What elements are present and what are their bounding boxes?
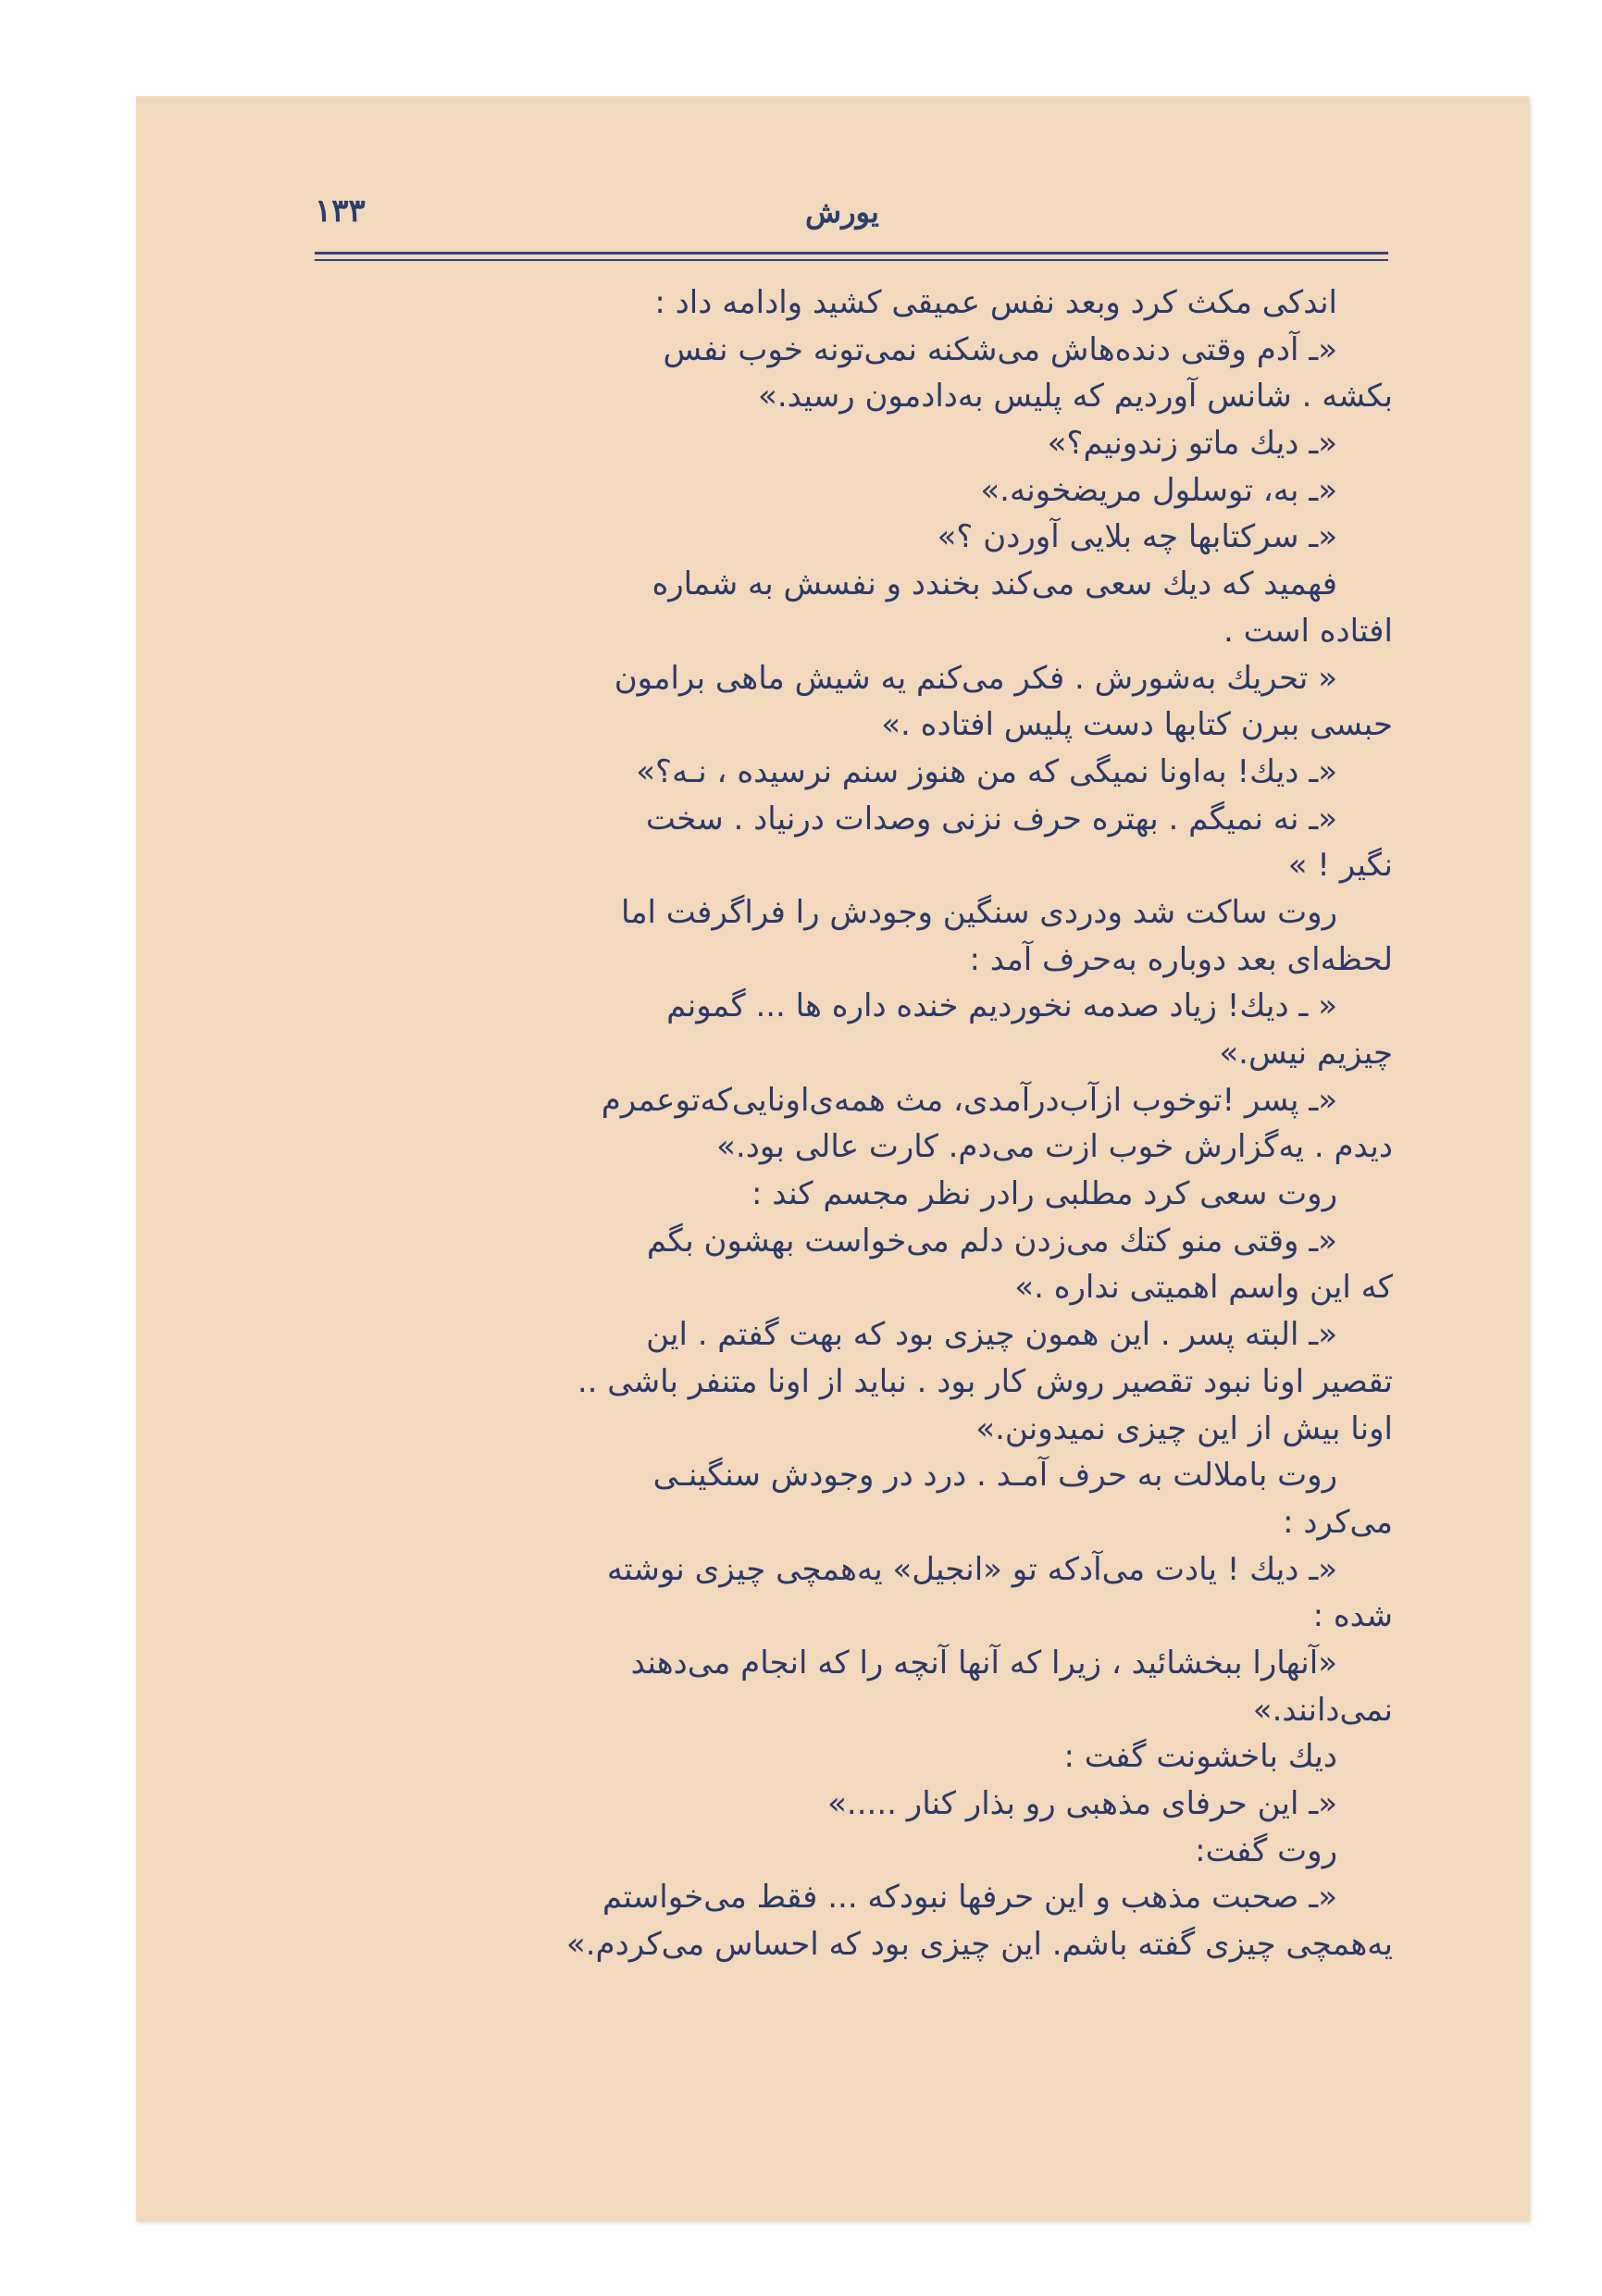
- text-line: اونا بیش از این چیزی نمیدونن.»: [975, 1409, 1393, 1447]
- text-line: «آنهارا ببخشائید ، زیرا که آنها آنچه را که انجام می‌دهند: [630, 1644, 1337, 1682]
- page-number: ۱۳۳: [315, 192, 366, 230]
- text-line: افتاده است .: [1223, 612, 1393, 650]
- text-line: «ـ سرکتابها چه بلایی آوردن ؟»: [937, 518, 1337, 556]
- header-rule-thin: [315, 259, 1388, 261]
- text-line: «ـ نه نمیگم . بهتره حرف نزنی وصدات درنیاد . سخت: [645, 800, 1337, 838]
- text-line: «ـ پسر !توخوب ازآب‌درآمدی، مث همه‌ی‌اونایی‌که‌توعمرم: [601, 1081, 1337, 1119]
- text-line: «ـ صحبت مذهب و این حرفها نبودکه ... فقط می‌خواستم: [602, 1879, 1337, 1917]
- text-line: روت باملالت به حرف آمـد . درد در وجودش سنگینـی: [652, 1457, 1337, 1495]
- text-line: فهمید که دیك سعی می‌کند بخندد و نفسش به شماره: [652, 565, 1337, 603]
- text-line: « ـ دیك! زیاد صدمه نخوردیم خنده داره ها ... گمونم: [666, 987, 1337, 1025]
- text-line: که این واسم اهمیتی نداره .»: [1014, 1269, 1393, 1307]
- text-line: «ـ دیك ! یادت می‌آدکه تو «انجیل» یه‌همچی چیزی نوشته: [606, 1550, 1337, 1588]
- header-rule-thick: [315, 252, 1388, 254]
- text-line: «ـ آدم وقتی دنده‌هاش می‌شکنه نمی‌تونه خوب نفس: [663, 330, 1337, 368]
- text-line: نگیر ! »: [1287, 847, 1393, 885]
- text-line: چیزیم نیس.»: [1219, 1035, 1393, 1072]
- text-line: «ـ دیك! به‌اونا نمیگی که من هنوز سنم نرسیده ، نـه؟»: [636, 752, 1337, 790]
- text-line: دیك باخشونت گفت :: [1063, 1738, 1337, 1776]
- body-text: [305, 279, 1393, 1968]
- text-line: حبسی ببرن کتابها دست پلیس افتاده .»: [881, 706, 1393, 744]
- text-line: « تحریك به‌شورش . فکر می‌کنم یه شیش ماهی برامون: [614, 659, 1337, 697]
- text-line: اندکی مکث کرد وبعد نفس عمیقی کشید وادامه داد :: [654, 284, 1337, 321]
- text-line: می‌کرد :: [1283, 1503, 1393, 1541]
- text-line: تقصیر اونا نبود تقصیر روش کار بود . نباید از اونا متنفر باشی ..: [577, 1362, 1393, 1400]
- text-line: «ـ وقتی منو کتك می‌زدن دلم می‌خواست بهشون بگم: [646, 1222, 1337, 1260]
- text-line: «ـ به، توسلول مریضخونه.»: [980, 471, 1337, 509]
- text-line: روت گفت:: [1195, 1831, 1337, 1869]
- text-line: یه‌همچی چیزی گفته باشم. این چیزی بود که احساس می‌کردم.»: [565, 1926, 1393, 1964]
- text-line: دیدم . یه‌گزارش خوب ازت می‌دم. کارت عالی بود.»: [716, 1128, 1393, 1166]
- text-line: شده :: [1312, 1597, 1393, 1635]
- text-line: روت ساکت شد ودردی سنگین وجودش را فراگرفت اما: [620, 893, 1337, 931]
- text-line: روت سعی کرد مطلبی رادر نظر مجسم کند :: [751, 1175, 1337, 1213]
- page-header: [315, 191, 1388, 246]
- running-title: یورش: [805, 194, 879, 230]
- text-line: بکشه . شانس آوردیم که پلیس به‌دادمون رسید.»: [758, 378, 1393, 416]
- text-line: نمی‌دانند.»: [1252, 1691, 1393, 1729]
- text-line: «ـ این حرفای مذهبی رو بذار کنار .....»: [827, 1785, 1337, 1822]
- text-line: «ـ دیك ماتو زندونیم؟»: [1047, 425, 1337, 463]
- text-line: لحظه‌ای بعد دوباره به‌حرف آمد :: [969, 940, 1393, 978]
- text-line: «ـ البته پسر . این همون چیزی بود که بهت گفتم . این: [646, 1316, 1337, 1354]
